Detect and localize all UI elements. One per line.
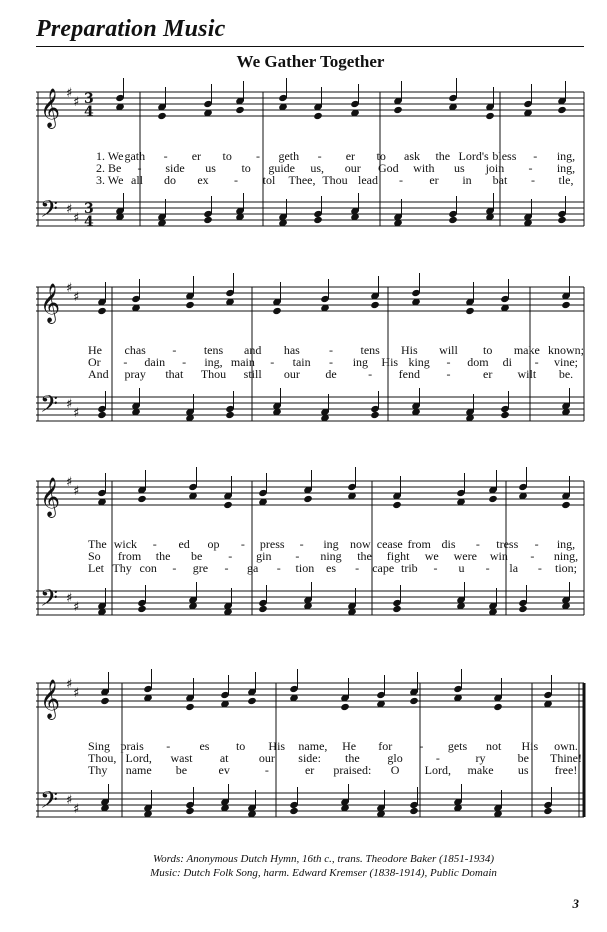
lyric-syllable: to bbox=[376, 149, 386, 163]
lyric-syllable: op bbox=[207, 537, 220, 551]
lyric-syllable: glo bbox=[387, 751, 403, 765]
lyric-syllable: - bbox=[485, 561, 490, 575]
lyric-syllable: to bbox=[222, 149, 232, 163]
treble-notehead bbox=[247, 697, 257, 705]
lyric-syllable: do bbox=[164, 173, 176, 187]
lyric-syllable: for bbox=[378, 739, 393, 753]
sharp-icon: ♯ bbox=[73, 600, 80, 615]
lyric-syllable: gin bbox=[256, 549, 272, 563]
lyric-syllable: that bbox=[165, 367, 184, 381]
lyric-syllable: - bbox=[419, 739, 424, 753]
lyric-syllable: our bbox=[258, 751, 275, 765]
lyric-syllable: own. bbox=[554, 739, 578, 753]
lyric-syllable: Thou bbox=[322, 173, 348, 187]
sharp-icon: ♯ bbox=[66, 793, 73, 808]
lyric-syllable: - bbox=[528, 161, 533, 175]
lyric-syllable: tain bbox=[292, 355, 311, 369]
lyric-syllable: our bbox=[344, 161, 361, 175]
sharp-icon: ♯ bbox=[66, 202, 73, 217]
lyric-syllable: be. bbox=[558, 367, 574, 381]
lyric-syllable: es bbox=[199, 739, 210, 753]
lyric-syllable: - bbox=[537, 561, 542, 575]
lyric-syllable: - bbox=[270, 355, 275, 369]
lyric-syllable: - bbox=[531, 173, 535, 187]
lyric-syllable: His bbox=[381, 355, 399, 369]
sharp-icon: ♯ bbox=[73, 95, 80, 110]
lyric-syllable: ing bbox=[352, 355, 369, 369]
lyric-syllable: ning bbox=[320, 549, 342, 563]
lyric-syllable: Let bbox=[88, 561, 104, 575]
treble-notehead bbox=[100, 697, 110, 705]
lyric-syllable: So bbox=[88, 549, 101, 563]
treble-notehead bbox=[185, 703, 195, 711]
lyric-syllable: tol bbox=[262, 173, 276, 187]
lyric-syllable: were bbox=[453, 549, 477, 563]
lyric-syllable: - bbox=[530, 549, 535, 563]
lyric-syllable: di bbox=[502, 355, 512, 369]
lyric-verse-3 bbox=[0, 764, 607, 776]
lyric-syllable: Thy bbox=[112, 561, 132, 575]
lyric-syllable: Lord, bbox=[424, 763, 451, 777]
treble-clef-icon: 𝄞 bbox=[40, 88, 61, 128]
lyric-syllable: side bbox=[165, 161, 185, 175]
music-credit: Music: Dutch Folk Song, harm. Edward Kremser (1838-1914), Public Domain bbox=[150, 867, 497, 879]
sharp-icon: ♯ bbox=[73, 484, 80, 499]
lyric-syllable: er bbox=[482, 367, 493, 381]
lyric-syllable: join bbox=[485, 161, 505, 175]
lyric-syllable: ask bbox=[404, 149, 420, 163]
lyric-syllable: ning, bbox=[553, 549, 579, 563]
lyric-syllable: wast bbox=[170, 751, 193, 765]
lyric-syllable: con bbox=[139, 561, 157, 575]
lyric-syllable: - bbox=[182, 355, 187, 369]
lyric-syllable: vine; bbox=[554, 355, 578, 369]
lyric-syllable: lead bbox=[358, 173, 378, 187]
lyric-syllable: He bbox=[342, 739, 357, 753]
lyric-syllable: pray bbox=[124, 367, 146, 381]
bass-clef-icon: 𝄢 bbox=[40, 390, 59, 423]
lyric-syllable: - bbox=[433, 561, 438, 575]
lyric-syllable: the bbox=[357, 549, 372, 563]
lyric-syllable: win bbox=[489, 549, 508, 563]
lyric-syllable: to bbox=[241, 161, 251, 175]
bass-notehead bbox=[185, 807, 195, 815]
lyric-syllable: ed bbox=[178, 537, 190, 551]
lyric-syllable: la bbox=[509, 561, 519, 575]
lyric-syllable: make bbox=[513, 343, 540, 357]
lyric-syllable: - bbox=[329, 355, 333, 369]
lyric-syllable: - bbox=[299, 537, 304, 551]
lyric-syllable: - bbox=[264, 763, 269, 777]
lyric-syllable: O bbox=[390, 763, 400, 777]
lyric-syllable: ing, bbox=[556, 149, 576, 163]
lyric-syllable: prais bbox=[120, 739, 144, 753]
lyric-syllable: the bbox=[435, 149, 451, 163]
lyric-syllable: And bbox=[88, 367, 109, 381]
lyric-syllable: to bbox=[482, 343, 493, 357]
lyric-syllable: - bbox=[317, 149, 322, 163]
lyric-syllable: bat bbox=[492, 173, 508, 187]
lyric-syllable: - bbox=[234, 173, 238, 187]
lyric-syllable: Thou bbox=[200, 367, 227, 381]
lyric-syllable: 2. Be bbox=[96, 161, 122, 175]
lyric-syllable: - bbox=[276, 561, 281, 575]
lyric-syllable: 3. We bbox=[96, 173, 124, 187]
lyric-syllable: - bbox=[534, 537, 539, 551]
lyric-syllable: the bbox=[155, 549, 171, 563]
lyric-syllable: ing, bbox=[556, 161, 576, 175]
bass-clef-icon: 𝄢 bbox=[40, 584, 59, 617]
lyric-syllable: ga bbox=[246, 561, 259, 575]
lyric-syllable: - bbox=[228, 549, 233, 563]
lyric-syllable: with bbox=[413, 161, 435, 175]
lyric-syllable: geth bbox=[278, 149, 300, 163]
lyric-syllable: - bbox=[399, 173, 403, 187]
lyric-syllable: 1. We bbox=[96, 149, 124, 163]
lyric-syllable: tion bbox=[295, 561, 315, 575]
lyric-syllable: - bbox=[533, 149, 538, 163]
lyric-syllable: has bbox=[283, 343, 300, 357]
lyric-syllable: Or bbox=[88, 355, 101, 369]
lyric-syllable: gre bbox=[192, 561, 209, 575]
lyric-syllable: tress bbox=[496, 537, 519, 551]
lyric-syllable: er bbox=[429, 173, 439, 187]
lyric-syllable: trib bbox=[400, 561, 418, 575]
lyric-syllable: dis bbox=[441, 537, 456, 551]
bass-notehead bbox=[409, 807, 419, 815]
lyric-syllable: - bbox=[446, 355, 451, 369]
lyric-syllable: - bbox=[137, 161, 142, 175]
sharp-icon: ♯ bbox=[66, 591, 73, 606]
lyric-syllable: from bbox=[407, 537, 431, 551]
lyric-syllable: gath bbox=[124, 149, 146, 163]
lyric-syllable: - bbox=[166, 739, 171, 753]
lyric-syllable: in bbox=[462, 173, 472, 187]
lyric-syllable: the bbox=[345, 751, 360, 765]
lyric-syllable: from bbox=[117, 549, 142, 563]
lyric-syllable: - bbox=[446, 367, 451, 381]
lyric-syllable: king bbox=[408, 355, 430, 369]
lyric-syllable: not bbox=[486, 739, 502, 753]
lyric-syllable: - bbox=[329, 343, 333, 357]
credits bbox=[0, 852, 607, 880]
lyric-syllable: and bbox=[243, 343, 262, 357]
lyric-syllable: fight bbox=[386, 549, 410, 563]
lyric-syllable: tion; bbox=[554, 561, 578, 575]
lyric-syllable: - bbox=[172, 561, 177, 575]
lyric-syllable: The bbox=[88, 537, 107, 551]
lyric-syllable: - bbox=[256, 149, 260, 163]
sharp-icon: ♯ bbox=[73, 211, 80, 226]
lyric-syllable: ev bbox=[218, 763, 230, 777]
treble-notehead bbox=[409, 697, 419, 705]
lyric-syllable: all bbox=[131, 173, 143, 187]
lyric-syllable: - bbox=[368, 367, 373, 381]
lyric-syllable: ing, bbox=[204, 355, 223, 369]
lyric-syllable: ex bbox=[197, 173, 209, 187]
time-signature-top: 3 bbox=[84, 91, 94, 107]
lyric-syllable: our bbox=[283, 367, 300, 381]
sharp-icon: ♯ bbox=[73, 406, 80, 421]
lyric-syllable: God bbox=[377, 161, 399, 175]
lyric-syllable: tens bbox=[203, 343, 224, 357]
lyric-syllable: chas bbox=[124, 343, 146, 357]
lyric-syllable: wick bbox=[113, 537, 138, 551]
lyric-syllable: free! bbox=[554, 763, 578, 777]
lyric-syllable: Thy bbox=[88, 763, 108, 777]
lyric-syllable: bless bbox=[492, 149, 517, 163]
lyric-syllable: cease bbox=[376, 537, 403, 551]
lyric-syllable: name, bbox=[298, 739, 328, 753]
lyric-syllable: - bbox=[224, 561, 229, 575]
bass-clef-icon: 𝄢 bbox=[40, 786, 59, 819]
lyric-syllable: will bbox=[439, 343, 458, 357]
lyric-syllable: main bbox=[230, 355, 255, 369]
lyric-syllable: He bbox=[88, 343, 102, 357]
lyric-syllable: make bbox=[467, 763, 494, 777]
lyric-syllable: us bbox=[205, 161, 216, 175]
lyric-syllable: be bbox=[191, 549, 203, 563]
lyric-syllable: - bbox=[534, 355, 539, 369]
section-title: Preparation Music bbox=[36, 16, 226, 42]
lyric-syllable: His bbox=[521, 739, 539, 753]
lyric-syllable: - bbox=[295, 549, 300, 563]
lyric-syllable: - bbox=[355, 561, 360, 575]
lyric-syllable: His bbox=[268, 739, 286, 753]
lyric-syllable: to bbox=[235, 739, 246, 753]
lyric-syllable: Sing bbox=[88, 739, 111, 753]
page-number: 3 bbox=[572, 896, 579, 911]
hymn-title: We Gather Together bbox=[236, 52, 385, 71]
lyric-syllable: es bbox=[326, 561, 336, 575]
lyric-syllable: Thee, bbox=[288, 173, 316, 187]
treble-notehead bbox=[493, 703, 503, 711]
lyric-syllable: name bbox=[125, 763, 152, 777]
lyric-syllable: - bbox=[123, 355, 128, 369]
lyric-syllable: be bbox=[175, 763, 188, 777]
treble-clef-icon: 𝄞 bbox=[40, 679, 61, 719]
sharp-icon: ♯ bbox=[73, 686, 80, 701]
lyric-syllable: His bbox=[400, 343, 418, 357]
lyric-syllable: us, bbox=[310, 161, 325, 175]
lyric-syllable: - bbox=[435, 751, 440, 765]
lyric-syllable: cape bbox=[372, 561, 395, 575]
lyric-syllable: gets bbox=[447, 739, 468, 753]
lyric-syllable: wilt bbox=[517, 367, 537, 381]
treble-clef-icon: 𝄞 bbox=[40, 283, 61, 323]
lyric-syllable: ry bbox=[475, 751, 486, 765]
lyric-syllable: - bbox=[240, 537, 245, 551]
lyric-syllable: tens bbox=[360, 343, 380, 357]
lyric-syllable: Lord, bbox=[125, 751, 152, 765]
sharp-icon: ♯ bbox=[66, 86, 73, 101]
lyric-syllable: Thou, bbox=[88, 751, 117, 765]
time-signature-bottom: 4 bbox=[84, 104, 94, 120]
treble-notehead bbox=[340, 703, 350, 711]
lyric-syllable: Thine! bbox=[550, 751, 582, 765]
lyric-syllable: guide bbox=[268, 161, 296, 175]
lyric-syllable: press bbox=[259, 537, 285, 551]
lyric-syllable: known; bbox=[548, 343, 584, 357]
lyric-syllable: still bbox=[243, 367, 262, 381]
time-signature-bottom: 4 bbox=[84, 214, 94, 230]
lyrics-block-4 bbox=[0, 740, 607, 776]
lyric-syllable: praised: bbox=[333, 763, 372, 777]
bass-notehead bbox=[289, 807, 299, 815]
lyric-syllable: us bbox=[517, 763, 529, 777]
lyric-syllable: - bbox=[152, 537, 157, 551]
sharp-icon: ♯ bbox=[66, 475, 73, 490]
lyric-syllable: us bbox=[454, 161, 465, 175]
lyric-syllable: de bbox=[325, 367, 337, 381]
bass-notehead bbox=[543, 807, 553, 815]
lyric-syllable: at bbox=[219, 751, 229, 765]
lyric-syllable: dom bbox=[467, 355, 489, 369]
words-credit: Words: Anonymous Dutch Hymn, 16th c., trans. Theodore Baker (1851-1934) bbox=[152, 853, 495, 865]
sharp-icon: ♯ bbox=[73, 802, 80, 817]
lyric-syllable: - bbox=[172, 343, 177, 357]
lyric-syllable: er bbox=[345, 149, 356, 163]
lyric-syllable: er bbox=[191, 149, 202, 163]
lyric-syllable: ing, bbox=[556, 537, 576, 551]
sharp-icon: ♯ bbox=[66, 281, 73, 296]
lyric-syllable: now bbox=[350, 537, 371, 551]
sharp-icon: ♯ bbox=[66, 677, 73, 692]
lyric-syllable: tle, bbox=[558, 173, 574, 187]
lyric-syllable: u bbox=[458, 561, 465, 575]
lyric-syllable: fend bbox=[398, 367, 420, 381]
lyric-syllable: side: bbox=[298, 751, 321, 765]
lyric-syllable: we bbox=[424, 549, 439, 563]
lyric-syllable: - bbox=[475, 537, 480, 551]
lyric-syllable: - bbox=[163, 149, 168, 163]
treble-clef-icon: 𝄞 bbox=[40, 477, 61, 517]
sharp-icon: ♯ bbox=[73, 290, 80, 305]
lyric-syllable: er bbox=[304, 763, 315, 777]
lyric-syllable: ing bbox=[323, 537, 339, 551]
time-signature-top: 3 bbox=[84, 201, 94, 217]
lyric-syllable: dain bbox=[144, 355, 166, 369]
lyric-syllable: Lord's bbox=[458, 149, 489, 163]
bass-clef-icon: 𝄢 bbox=[40, 195, 59, 228]
lyric-syllable: be bbox=[517, 751, 529, 765]
sharp-icon: ♯ bbox=[66, 397, 73, 412]
